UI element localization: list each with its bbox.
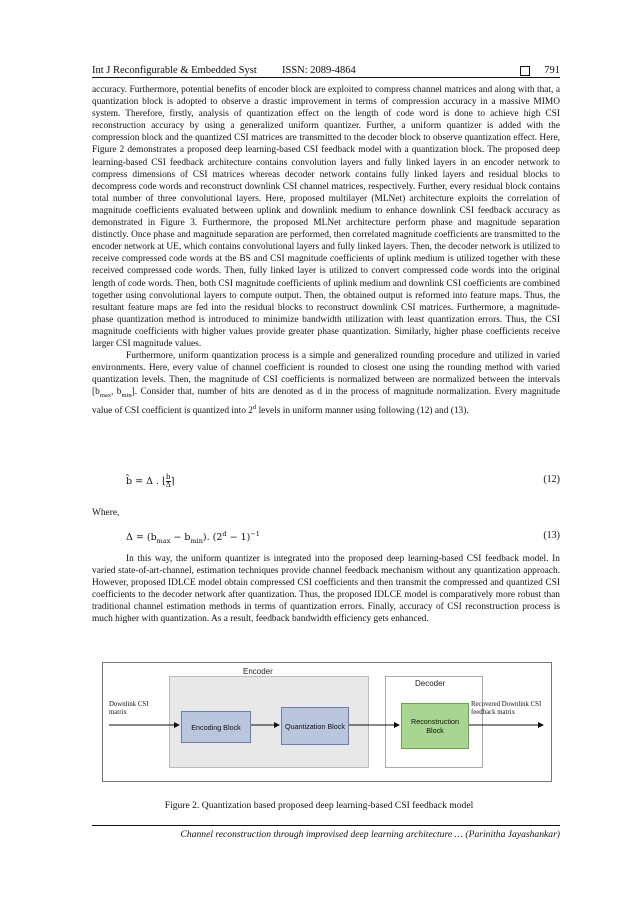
- encoding-block: Encoding Block: [181, 711, 251, 743]
- equation-12-expr: b̂ = Δ . ⌊ $\frac{b}{\Delta}$ ⌉: [126, 473, 175, 489]
- issn: ISSN: 2089-4864: [282, 65, 356, 76]
- paragraph-2: Furthermore, uniform quantization process is a simple and generalized rounding procedure and utilized in varied environments. Here, every value of channel coefficient is rounded to closest one using the rounding method with varied quantization levels. Then, the magnitude of CSI coefficients is normalized between are normalized between the intervals [$b_{max}$, $b_{min}$]. Consider that, number of bits are denoted as d in the process of magnitude normalization. Every magnitude value of CSI coefficient is quantized into 2$^d$ levels in uniform manner using following (12) and (13).: [92, 351, 560, 417]
- where-label: Where,: [92, 508, 120, 518]
- paragraph-3: In this way, the uniform quantizer is integrated into the proposed deep learning-based CSI feedback model. In varied state-of-art-channel, estimation techniques provide channel feedback mechanism without any quantization approach. However, proposed IDLCE model obtain compressed CSI coefficients and then transmit the compressed and quantized CSI coefficients to the decoder network after quantization. Thus, the proposed IDLCE model is comparatively more robust than traditional channel estimation methods in terms of quantization errors. Finally, accuracy of CSI reconstruction process is much higher with quantization. As a result, feedback bandwidth efficiency gets enhanced.: [92, 554, 560, 625]
- reconstruction-block: Reconstruction Block: [401, 703, 469, 749]
- equation-13: [92, 530, 560, 545]
- footer-rule: [92, 825, 560, 826]
- quantization-block: Quantization Block: [281, 707, 349, 745]
- decoder-label: Decoder: [415, 679, 446, 688]
- header-rule: [92, 77, 560, 78]
- flow-arrows: [103, 663, 551, 781]
- journal-name: Int J Reconfigurable & Embedded Syst: [92, 65, 257, 76]
- equation-13-expr: $\Delta = (b_{max} - b_{min})$. $(2^d - 1)^{-1}$: [126, 530, 260, 546]
- figure-2: [102, 662, 552, 782]
- body-text: [92, 84, 560, 418]
- page-header: [92, 60, 560, 76]
- output-label: Recovered Downlink CSI feedback matrix: [471, 701, 542, 716]
- encoder-label: Encoder: [243, 667, 273, 676]
- equation-12-number: (12): [543, 474, 560, 485]
- equation-12: [92, 474, 560, 489]
- header-right: [520, 65, 560, 76]
- page-number: 791: [544, 65, 560, 76]
- equation-13-number: (13): [543, 530, 560, 541]
- input-label: Downlink CSI matrix: [109, 701, 149, 716]
- checkbox-icon: [520, 66, 530, 76]
- page-footer: Channel reconstruction through improvised deep learning architecture … (Parinitha Jayashankar): [180, 829, 560, 840]
- figure-caption: Figure 2. Quantization based proposed deep learning-based CSI feedback model: [164, 800, 474, 811]
- paragraph-1: accuracy. Furthermore, potential benefits of encoder block are exploited to compress channel matrices and along with that, a quantization block is adopted to observe a drastic improvement in terms of compression accuracy in a massive MIMO system. Therefore, firstly, analysis of quantization effect on the length of code word is done to achieve high CSI reconstruction accuracy by using a generalized uniform quantizer. Further, a uniform quantizer is added with the compression block and the quantized CSI matrices are transmitted to the decoder block to observe quantization effect. Here, Figure 2 demonstrates a proposed deep learning-based CSI feedback model with a quantization block. The proposed deep learning-based CSI feedback architecture contains convolution layers and fully linked layers in an encoder network to compress dimensions of CSI matrices whereas decoder network contains fully linked layers and residual blocks to decompress code words and reconstruct downlink CSI channel matrices, respectively. Further, every residual block contains total number of three convolutional layers. Here, proposed multilayer (MLNet) architecture exploits the correlation of magnitude coefficients evaluated between uplink and downlink medium to enhance downlink CSI feedback accuracy as demonstrated in Figure 3. Furthermore, the proposed MLNet architecture perform phase and magnitude separation distinctly. Once phase and magnitude separation are performed, then correlated magnitude coefficients are transmitted to the encoder network at UE, which contains convolutional layers and fully linked layers. Then, the decoder network is utilized to receive compressed code words at the BS and CSI magnitude coefficients of uplink medium is utilized together with these received compressed code words. Then, fully linked layer is utilized to convert compressed code words into the original length of code words. Then, both CSI magnitude coefficients of uplink medium and downlink CSI coefficients are combined together using convolutional layers to compute output. Then, the obtained output is reformed into feature maps. Thus, the resultant feature maps are fed into the residual blocks to reconstruct downlink CSI matrices. Furthermore, a magnitude-phase quantization method is introduced to minimize bandwidth utilization with least quantization errors. Thus, the CSI magnitude coefficients with higher values provide greater phase quantization. Similarly, higher phase coefficients receive larger CSI magnitude values.: [92, 85, 560, 349]
